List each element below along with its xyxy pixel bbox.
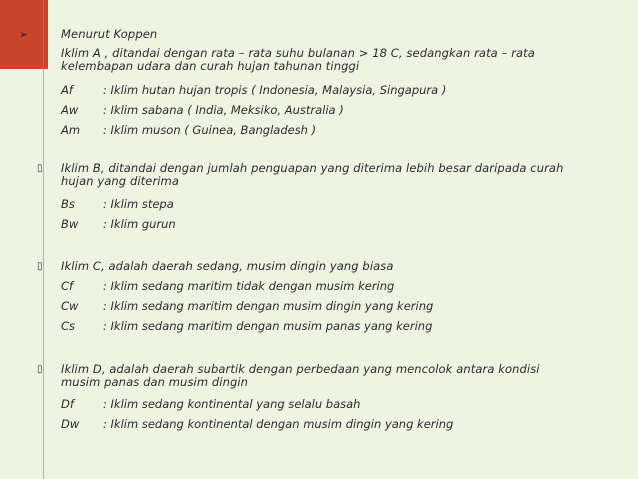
sub-desc-df: : Iklim sedang kontinental yang selalu basah [103, 397, 361, 411]
sub-code-aw: Aw [61, 103, 79, 117]
sub-desc-aw: : Iklim sabana ( India, Meksiko, Australia ) [103, 103, 344, 117]
arrow-bullet-icon: ➢ [19, 28, 29, 41]
group-b-line-1: Iklim B, ditandai dengan jumlah penguapan yang diterima lebih besar daripada curah [61, 161, 564, 175]
sub-desc-cw: : Iklim sedang maritim dengan musim dingin yang kering [103, 299, 434, 313]
sub-code-cf: Cf [61, 279, 74, 293]
sub-desc-bw: : Iklim gurun [103, 217, 176, 231]
group-c-line-1: Iklim C, adalah daerah sedang, musim dingin yang biasa [61, 259, 394, 273]
sub-code-am: Am [61, 123, 81, 137]
box-bullet-icon: ▯ [37, 163, 43, 174]
box-bullet-icon: ▯ [37, 364, 43, 375]
sub-code-bw: Bw [61, 217, 79, 231]
group-d-line-1: Iklim D, adalah daerah subartik dengan perbedaan yang mencolok antara kondisi [61, 362, 540, 376]
sub-desc-bs: : Iklim stepa [103, 197, 174, 211]
sub-desc-am: : Iklim muson ( Guinea, Bangladesh ) [103, 123, 317, 137]
sub-code-dw: Dw [61, 417, 80, 431]
sub-desc-cs: : Iklim sedang maritim dengan musim panas yang kering [103, 319, 433, 333]
sub-code-cs: Cs [61, 319, 76, 333]
sub-desc-cf: : Iklim sedang maritim tidak dengan musim kering [103, 279, 395, 293]
sub-desc-dw: : Iklim sedang kontinental dengan musim dingin yang kering [103, 417, 454, 431]
sub-code-df: Df [61, 397, 74, 411]
group-a-line-1: Iklim A , ditandai dengan rata – rata suhu bulanan > 18 C, sedangkan rata – rata [61, 46, 535, 60]
group-b-line-2: hujan yang diterima [61, 174, 180, 188]
group-a-line-2: kelembapan udara dan curah hujan tahunan tinggi [61, 59, 360, 73]
vertical-rule [43, 0, 44, 479]
group-d-line-2: musim panas dan musim dingin [61, 375, 249, 389]
box-bullet-icon: ▯ [37, 261, 43, 272]
sub-code-cw: Cw [61, 299, 79, 313]
sub-code-bs: Bs [61, 197, 75, 211]
heading-text: Menurut Koppen [61, 27, 158, 41]
sub-code-af: Af [61, 83, 73, 97]
sub-desc-af: : Iklim hutan hujan tropis ( Indonesia, Malaysia, Singapura ) [103, 83, 447, 97]
